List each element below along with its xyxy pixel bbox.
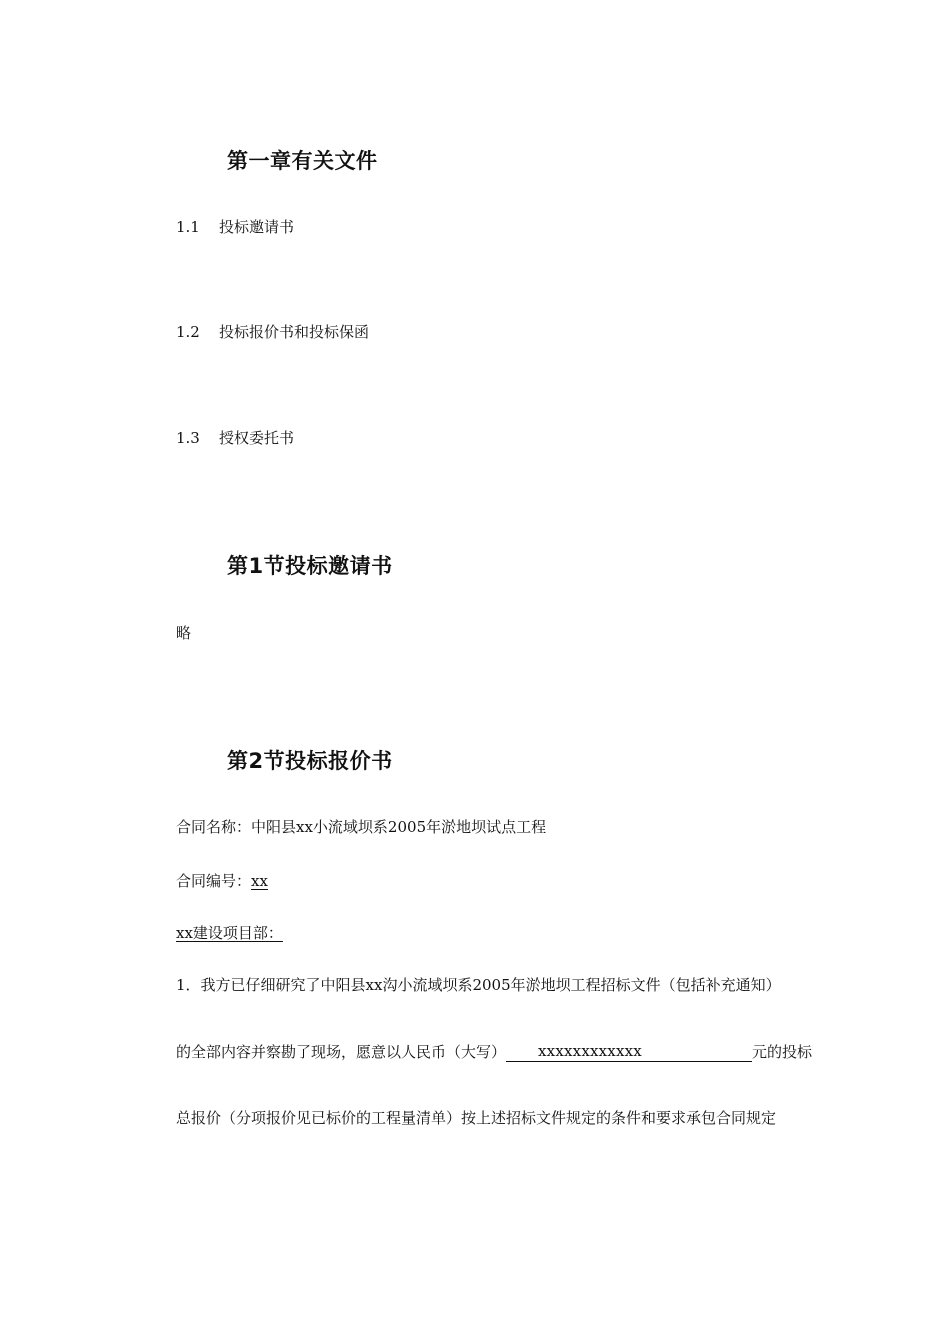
addressee-line: [176, 923, 283, 943]
contract-number-value: xx: [251, 872, 268, 890]
section1-title: 第1节投标邀请书: [227, 554, 393, 578]
contract-name-value: 中阳县xx小流域坝系2005年淤地坝试点工程: [251, 818, 547, 836]
amount-value: xxxxxxxxxxxx: [538, 1042, 642, 1060]
paragraph1-line2-text: 的全部内容并察勘了现场，愿意以人民币（大写）: [176, 1043, 507, 1061]
toc-item-label: 投标邀请书: [219, 218, 295, 236]
contract-number-label: 合同编号：: [176, 872, 252, 890]
paragraph1-line2-suffix: 元的投标: [751, 1043, 812, 1061]
toc-item-1: [176, 217, 294, 237]
toc-item-2: [176, 322, 369, 342]
toc-item-number: 1.3: [176, 429, 200, 447]
paragraph1-line1: 1．我方已仔细研究了中阳县xx沟小流域坝系2005年淤地坝工程招标文件（包括补充通知）: [176, 976, 781, 994]
chapter-title: 第一章有关文件: [227, 149, 378, 173]
paragraph1-line2: [176, 1042, 812, 1062]
toc-item-label: 授权委托书: [219, 429, 295, 447]
contract-name-label: 合同名称：: [176, 818, 252, 836]
amount-blank: [506, 1042, 752, 1062]
paragraph1-line3: 总报价（分项报价见已标价的工程量清单）按上述招标文件规定的条件和要求承包合同规定: [176, 1109, 777, 1127]
contract-number-line: [176, 871, 268, 891]
toc-item-3: [176, 428, 294, 448]
contract-name-line: [176, 817, 546, 837]
toc-item-number: 1.2: [176, 323, 200, 341]
toc-item-number: 1.1: [176, 218, 200, 236]
section2-title: 第2节投标报价书: [227, 749, 393, 773]
toc-item-label: 投标报价书和投标保函: [219, 323, 370, 341]
section1-body: 略: [176, 624, 192, 642]
addressee: xx建设项目部：: [176, 924, 283, 942]
